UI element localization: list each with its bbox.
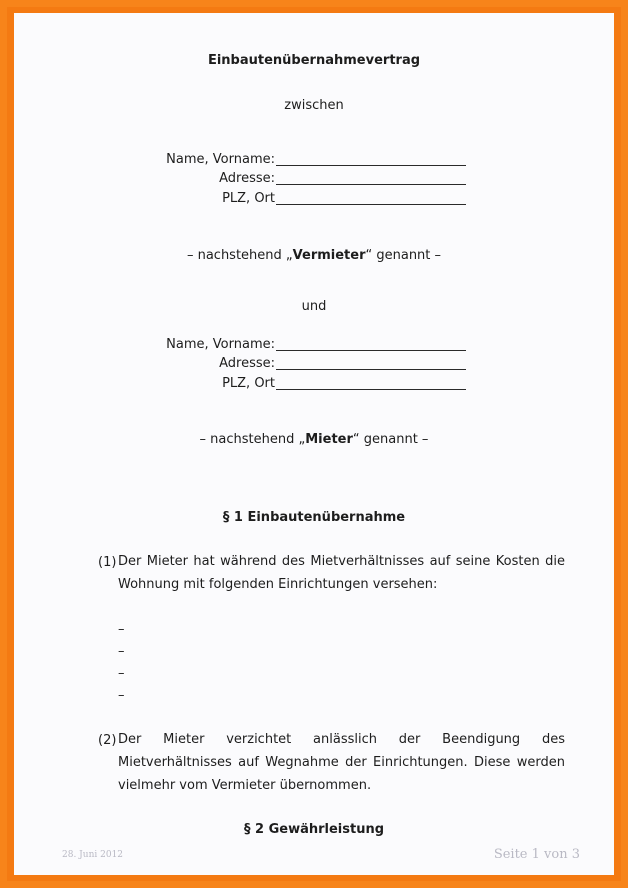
clause2-text: Der Mieter verzichtet anlässlich der Beendigung des Mietverhältnisses auf Wegnahme der Einrichtungen. Diese werden vielmehr vom Vermieter übernommen.: [118, 732, 565, 793]
party1-name-label: Name, Vorname:: [166, 152, 275, 167]
party1-role: [14, 248, 614, 263]
party2-name-line: [276, 338, 466, 351]
and-label: und: [301, 299, 327, 314]
footer-page-number: Seite 1 von 3: [493, 847, 580, 862]
party2-name-label: Name, Vorname:: [166, 337, 275, 352]
party2-role-suffix: “ genannt –: [352, 432, 429, 447]
bullet-3: –: [118, 666, 125, 681]
party1-role-prefix: – nachstehend „: [186, 248, 293, 263]
party1-city-line: [276, 192, 466, 205]
party2-city-label: PLZ, Ort: [222, 376, 275, 391]
bullet-4: –: [118, 688, 125, 703]
clause1-text: Der Mieter hat während des Mietverhältnisses auf seine Kosten die Wohnung mit folgenden Einrichtungen versehen:: [118, 554, 565, 592]
party2-address-label: Adresse:: [219, 356, 275, 371]
clause1-number: (1): [98, 555, 117, 570]
party1-name-line: [276, 153, 466, 166]
contract-title: Einbautenübernahmevertrag: [207, 53, 421, 68]
clause2-number: (2): [98, 733, 117, 748]
section2-heading: § 2 Gewährleistung: [243, 822, 385, 837]
party2-role-prefix: – nachstehend „: [199, 432, 306, 447]
party2-role: [14, 432, 614, 447]
document-page: [14, 13, 614, 875]
party1-role-suffix: “ genannt –: [365, 248, 442, 263]
bullet-1: –: [118, 622, 125, 637]
between-label: zwischen: [284, 98, 344, 113]
party2-address-line: [276, 357, 466, 370]
section1-heading: § 1 Einbautenübernahme: [222, 510, 406, 525]
party1-address-label: Adresse:: [219, 171, 275, 186]
bullet-2: –: [118, 644, 125, 659]
party2-city-line: [276, 377, 466, 390]
party1-role-name: Vermieter: [292, 248, 366, 263]
party1-city-label: PLZ, Ort: [222, 191, 275, 206]
party1-address-line: [276, 172, 466, 185]
footer-date: 28. Juni 2012: [62, 850, 124, 860]
party2-role-name: Mieter: [305, 432, 353, 447]
